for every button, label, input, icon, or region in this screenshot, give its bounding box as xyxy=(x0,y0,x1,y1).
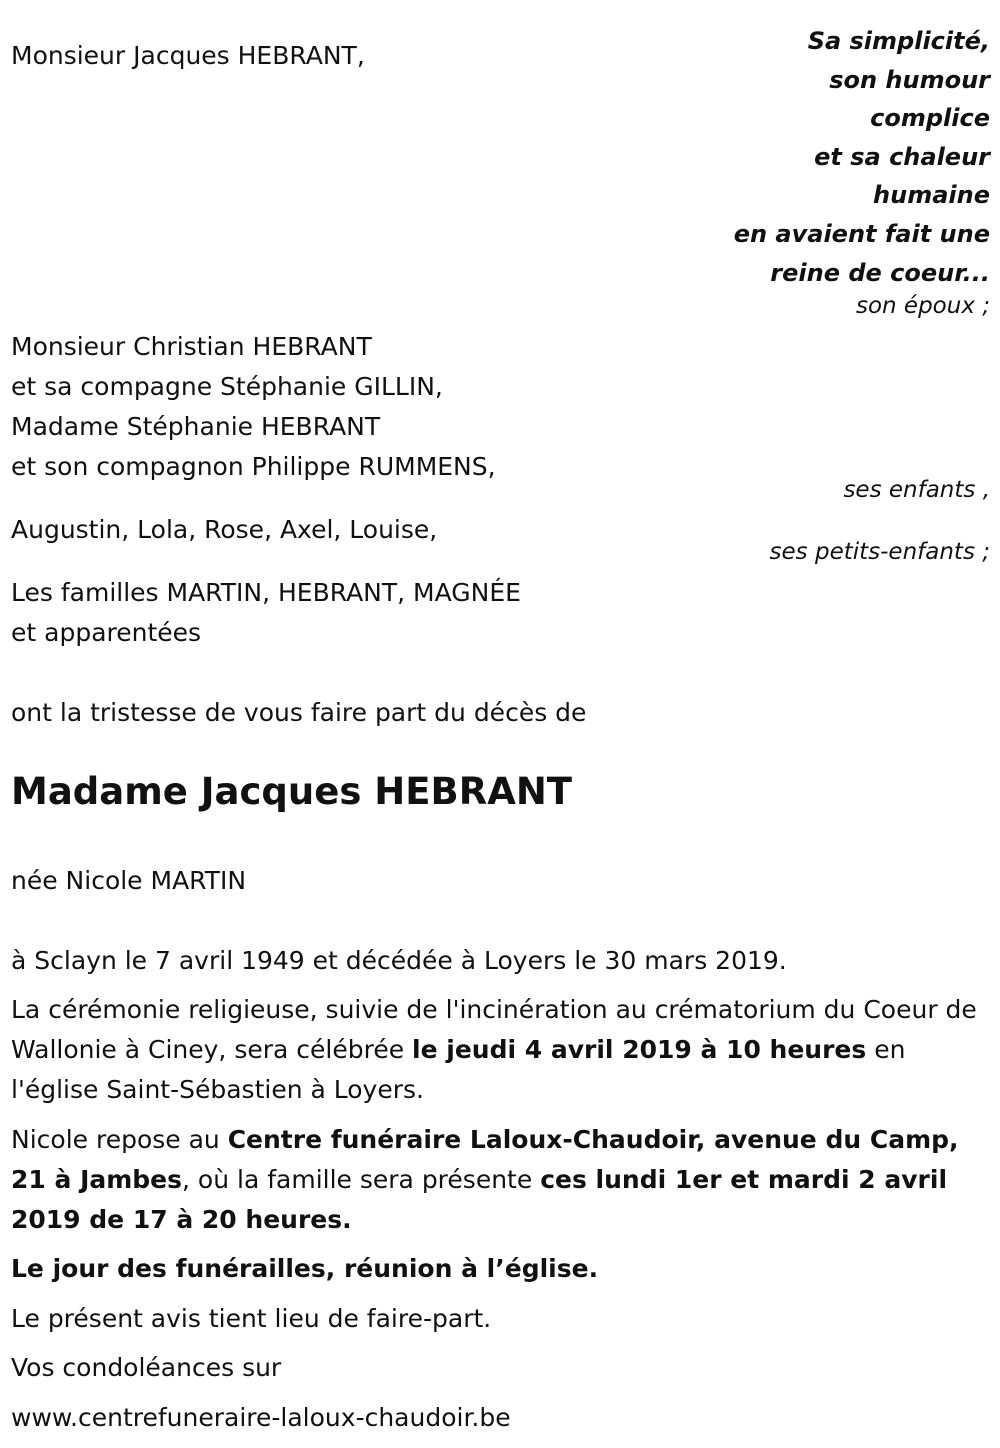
ceremony-place: en l'église Saint-Sébastien à Loyers. xyxy=(11,1035,906,1104)
quote-line: Sa simplicité, xyxy=(807,27,990,55)
quote-line: en avaient fait une xyxy=(733,219,990,248)
dates-text: à Sclayn le 7 avril 1949 et décédée à Loyers le 30 mars 2019. xyxy=(11,946,787,975)
ceremony-date: le jeudi 4 avril 2019 à 10 heures xyxy=(412,1035,867,1064)
birth-name: née Nicole MARTIN xyxy=(11,866,247,895)
funeral-note: Le jour des funérailles, réunion à l’église. xyxy=(11,1254,599,1283)
spouse-name: Monsieur Jacques HEBRANT, xyxy=(11,41,365,70)
memorial-quote xyxy=(734,22,990,292)
families-line: Les familles MARTIN, HEBRANT, MAGNÉE xyxy=(11,578,521,607)
grandchildren-role: ses petits-enfants ; xyxy=(769,539,990,565)
quote-line: complice xyxy=(870,104,990,133)
children-role: ses enfants , xyxy=(843,477,990,503)
visitation-text: Nicole repose au xyxy=(11,1125,228,1154)
visitation-text-2: , où la famille sera présente xyxy=(182,1165,541,1194)
announcement-text: ont la tristesse de vous faire part du décès de xyxy=(11,698,587,727)
deceased-title: Madame Jacques HEBRANT xyxy=(11,770,573,813)
quote-line: et sa chaleur xyxy=(814,142,990,171)
visitation-dates: ces lundi 1er et mardi 2 avril 2019 de 17 à 20 heures. xyxy=(11,1165,948,1234)
website-link[interactable]: www.centrefuneraire-laloux-chaudoir.be xyxy=(11,1403,511,1432)
families-block xyxy=(11,573,521,653)
children-line: et son compagnon Philippe RUMMENS, xyxy=(11,452,496,481)
spouse-role: son époux ; xyxy=(855,293,990,319)
quote-line: reine de coeur... xyxy=(770,258,990,287)
grandchildren-names: Augustin, Lola, Rose, Axel, Louise, xyxy=(11,515,438,544)
children-block xyxy=(11,327,496,487)
visitation-paragraph xyxy=(11,1120,996,1240)
children-line: et sa compagne Stéphanie GILLIN, xyxy=(11,372,443,401)
ceremony-text: La cérémonie religieuse, suivie de l'incinération au crématorium du Coeur de Wallonie à Ciney, sera célébrée xyxy=(11,995,977,1064)
ceremony-paragraph xyxy=(11,990,996,1110)
notice-note: Le présent avis tient lieu de faire-part. xyxy=(11,1304,492,1333)
quote-line: son humour xyxy=(829,65,990,94)
families-line: et apparentées xyxy=(11,618,202,647)
quote-line: humaine xyxy=(873,181,990,210)
children-line: Madame Stéphanie HEBRANT xyxy=(11,412,381,441)
visitation-location: Centre funéraire Laloux-Chaudoir, avenue du Camp, 21 à Jambes xyxy=(11,1125,959,1194)
condolences-label: Vos condoléances sur xyxy=(11,1353,282,1382)
children-line: Monsieur Christian HEBRANT xyxy=(11,332,372,361)
